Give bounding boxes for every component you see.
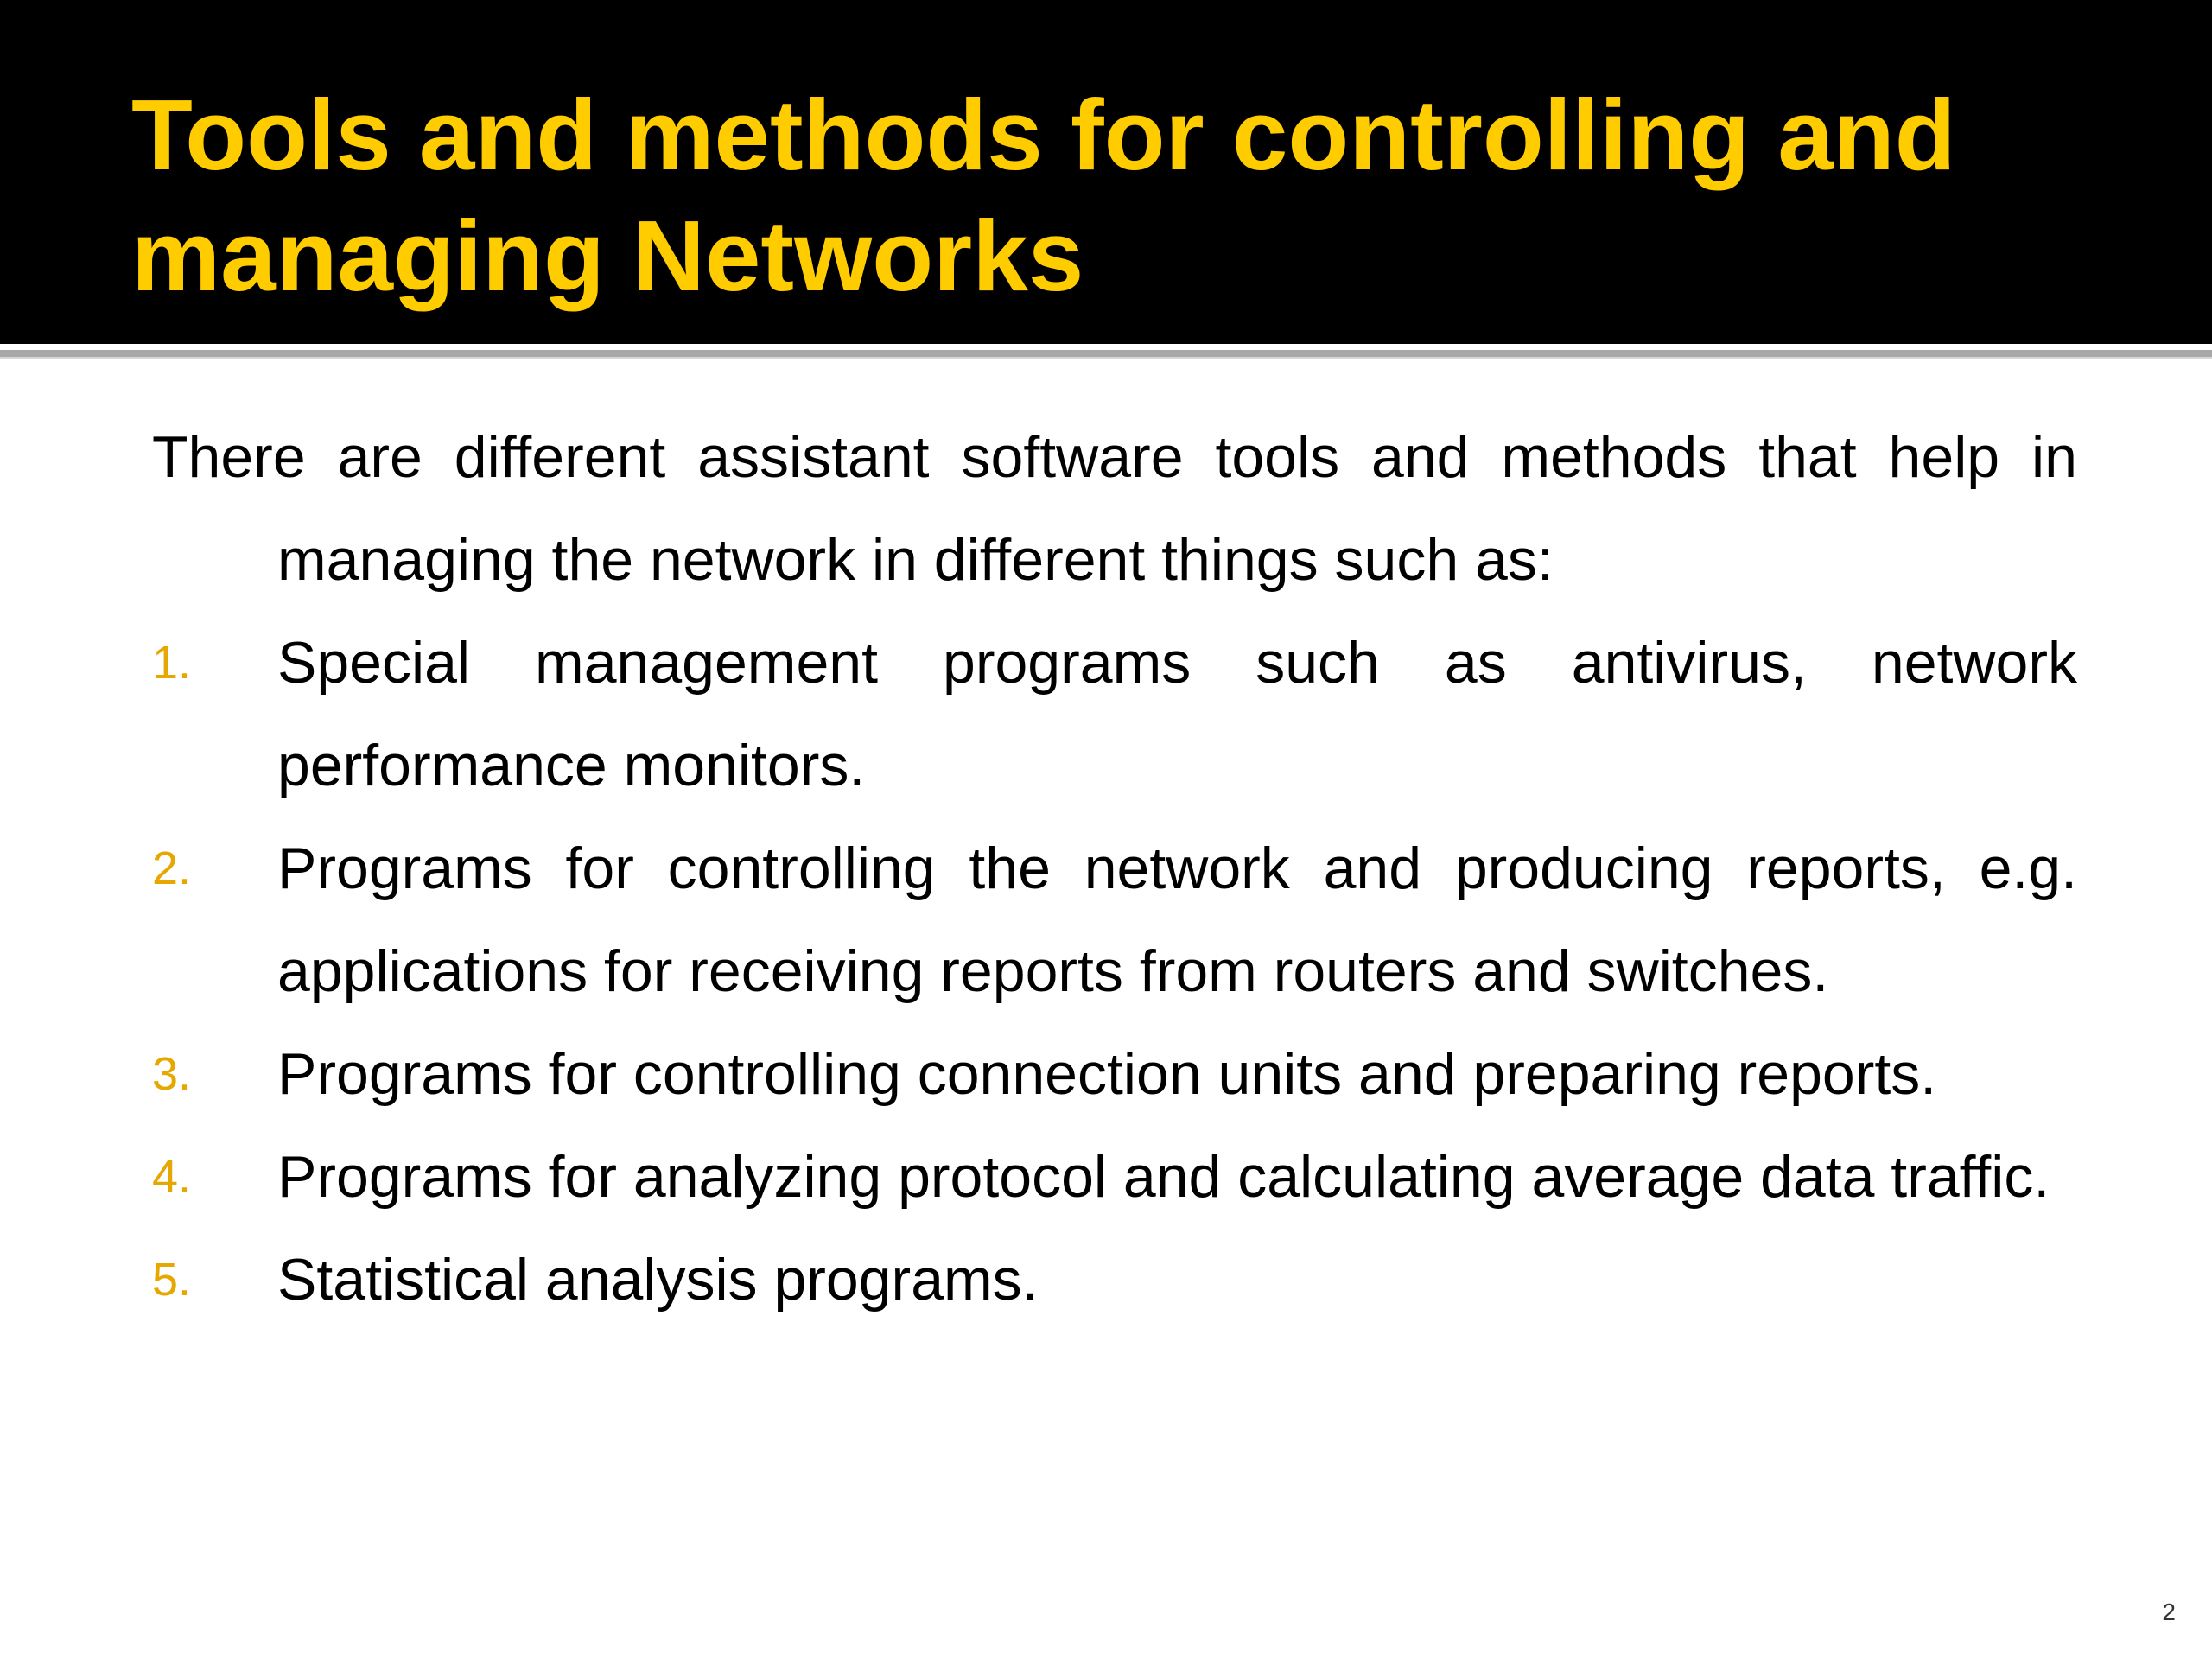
slide-body xyxy=(152,406,2077,1332)
list-item xyxy=(152,612,2077,817)
list-item-text: Special management programs such as antivirus, network performance monitors. xyxy=(277,630,2077,798)
list-number: 5. xyxy=(152,1254,192,1306)
tools-list xyxy=(152,612,2077,1332)
list-item xyxy=(152,1023,2077,1126)
list-item xyxy=(152,817,2077,1023)
title-bar xyxy=(0,0,2212,344)
list-item-text: Programs for controlling connection units and preparing reports. xyxy=(277,1041,1937,1107)
list-item-text: Programs for analyzing protocol and calculating average data traffic. xyxy=(277,1144,2050,1210)
slide-title: Tools and methods for controlling and managing Networks xyxy=(131,79,1956,312)
list-item-text: Programs for controlling the network and producing reports, e.g. applications for receiving reports from routers and switches. xyxy=(277,836,2077,1004)
page-number: 2 xyxy=(2162,1599,2176,1625)
list-number: 3. xyxy=(152,1048,192,1100)
list-item xyxy=(152,1126,2077,1229)
list-number: 4. xyxy=(152,1151,192,1203)
list-item-text: Statistical analysis programs. xyxy=(277,1247,1039,1313)
intro-paragraph: There are different assistant software tools and methods that help in managing the network in different things such as: xyxy=(152,424,2077,593)
list-item xyxy=(152,1229,2077,1332)
title-divider xyxy=(0,350,2212,359)
list-number: 2. xyxy=(152,842,192,894)
list-number: 1. xyxy=(152,637,192,689)
title-rule-gap xyxy=(0,344,2212,350)
